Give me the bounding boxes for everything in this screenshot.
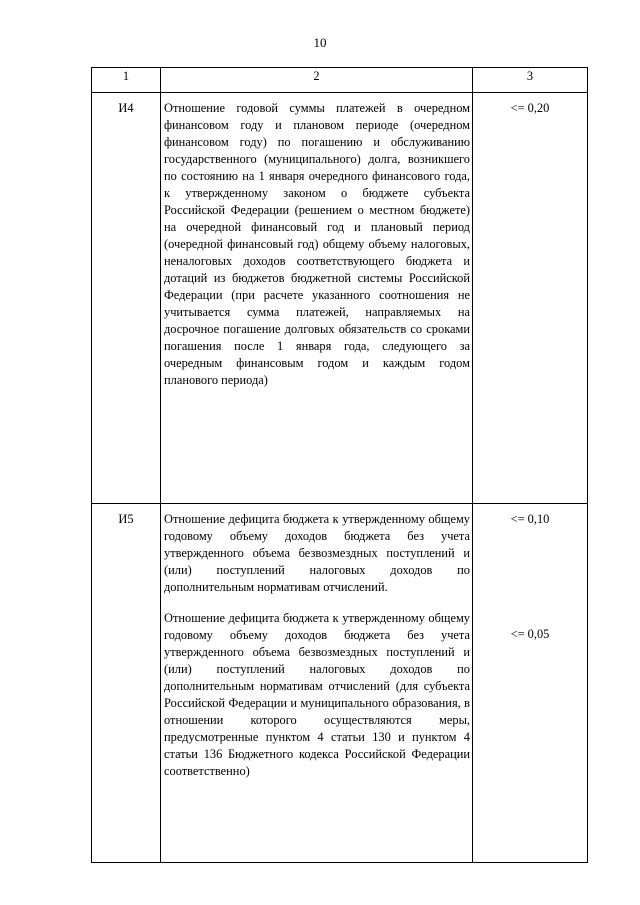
table-row	[92, 504, 588, 863]
indicator-value-cell	[473, 93, 588, 504]
indicator-code: И5	[92, 504, 161, 863]
indicator-value: <= 0,20	[510, 101, 550, 115]
table-row	[92, 93, 588, 504]
indicator-value-cell	[473, 504, 588, 863]
indicator-code: И4	[92, 93, 161, 504]
column-header-3: 3	[473, 68, 588, 93]
indicator-value: <= 0,05	[510, 627, 550, 641]
page-number: 10	[313, 35, 327, 50]
indicator-value: <= 0,10	[510, 512, 550, 526]
indicator-description-cell	[161, 93, 473, 504]
column-header-2: 2	[161, 68, 473, 93]
indicator-description: Отношение дефицита бюджета к утвержденному общему годовому объему доходов бюджета без учета утвержденного объема безвозмездных поступлений и (или) поступлений налоговых доходов по дополнительным нормативам отчислений (для субъекта Российской Федерации и муниципального образования, в отношении которого осуществляются меры, предусмотренные пунктом 4 статьи 130 и пунктом 4 статьи 136 Бюджетного кодекса Российской Федерации соответственно)	[164, 611, 470, 778]
table-header-row	[92, 68, 588, 93]
indicator-table	[91, 67, 588, 863]
indicator-description-cell	[161, 504, 473, 863]
column-header-1: 1	[92, 68, 161, 93]
indicator-description: Отношение годовой суммы платежей в очередном финансовом году и плановом периоде (очередном финансовом году) по погашению и обслуживанию государственного (муниципального) долга, возникшего по состоянию на 1 января очередного финансового года, к утвержденному законом о бюджете субъекта Российской Федерации (решением о местном бюджете) на очередной финансовый год и плановый период (очередной финансовый год) общему объему налоговых, неналоговых доходов соответствующего бюджета и дотаций из бюджетов бюджетной системы Российской Федерации (при расчете указанного соотношения не учитывается сумма платежей, направляемых на досрочное погашение долговых обязательств со сроками погашения после 1 января года, следующего за очередным финансовым годом и каждым годом планового периода)	[164, 101, 470, 387]
indicator-description: Отношение дефицита бюджета к утвержденному общему годовому объему доходов бюджета без учета утвержденного объема безвозмездных поступлений и (или) поступлений налоговых доходов по дополнительным нормативам отчислений.	[164, 512, 470, 594]
